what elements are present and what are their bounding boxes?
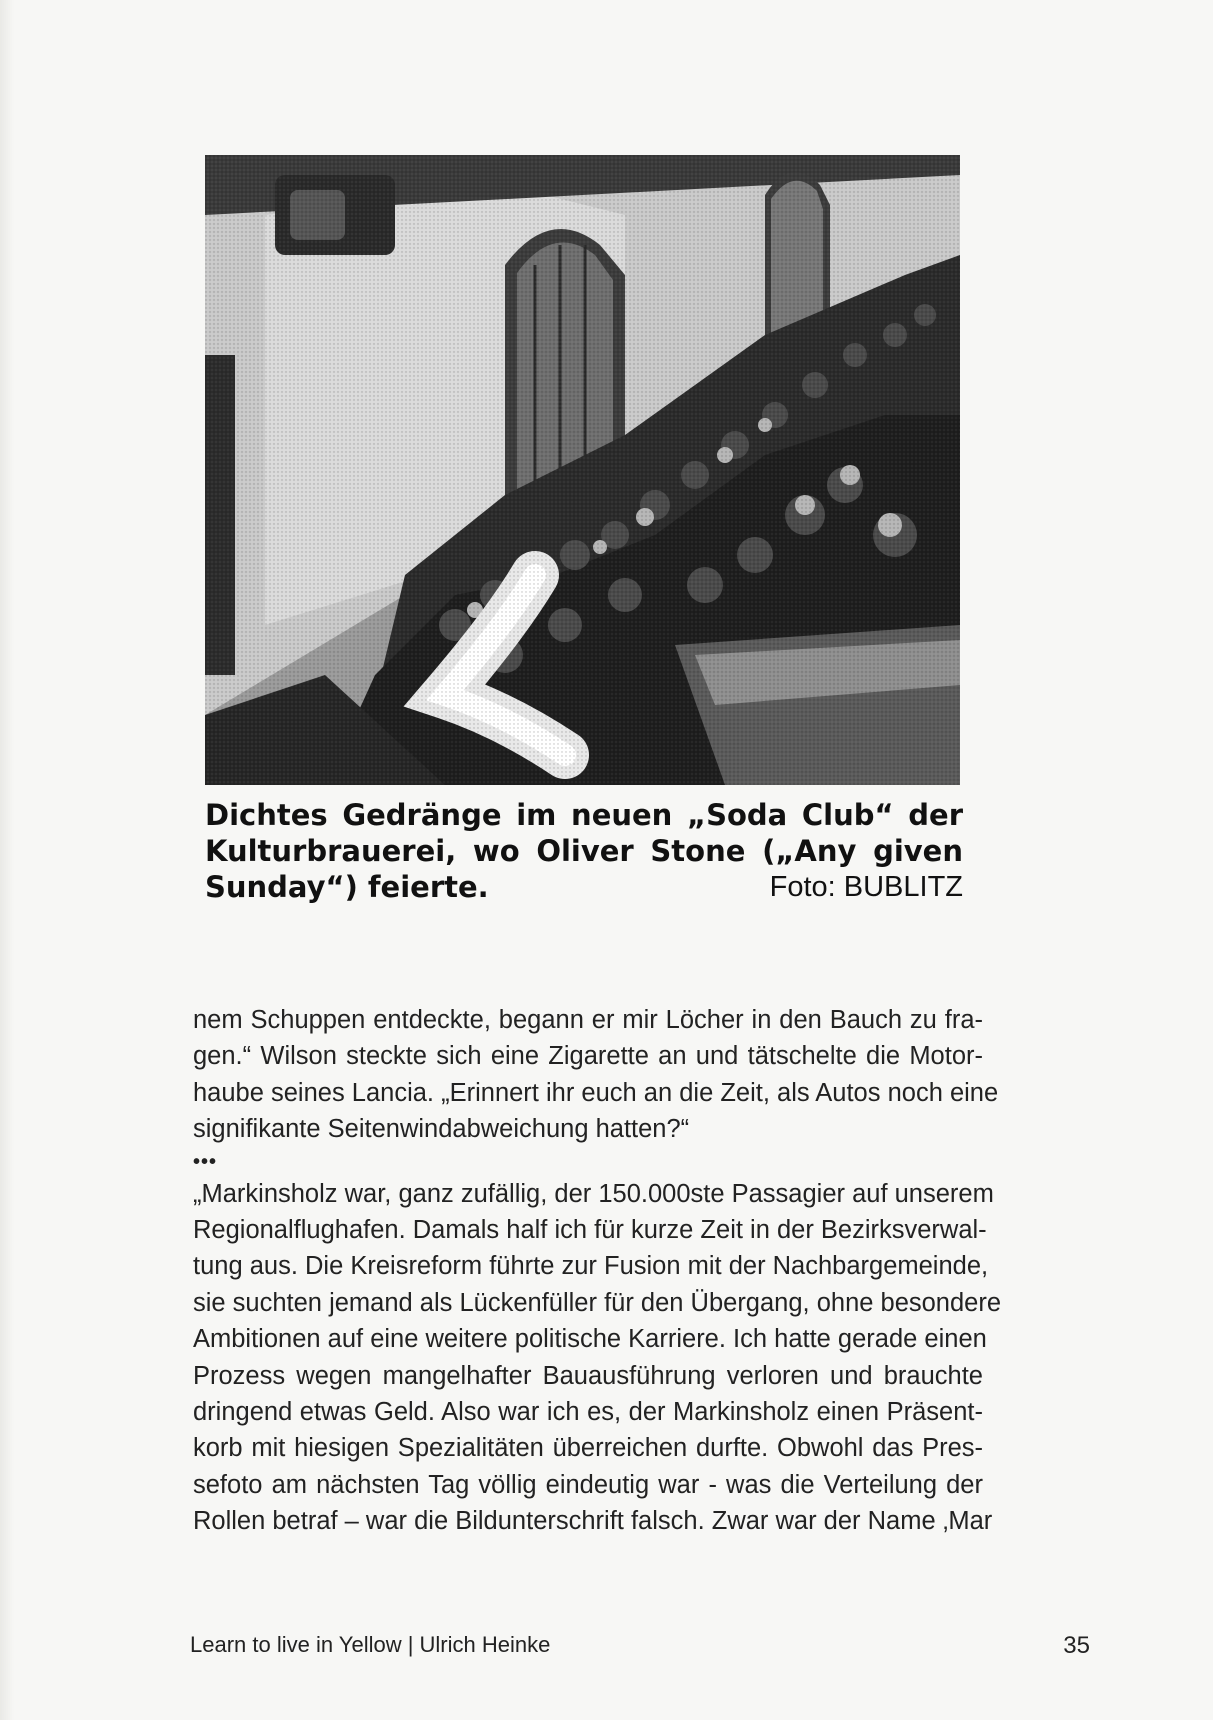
photo-credit: Foto: BUBLITZ: [769, 871, 963, 903]
text-line: sefoto am nächsten Tag völlig eindeutig war - was die Verteilung der: [193, 1470, 983, 1499]
text-line: haube seines Lancia. „Erinnert ihr euch an die Zeit, als Autos noch eine: [193, 1078, 999, 1107]
crowd-photo: [205, 155, 960, 785]
book-title-author: Learn to live in Yellow | Ulrich Heinke: [190, 1632, 551, 1657]
text-line: nem Schuppen entdeckte, begann er mir Löcher in den Bauch zu fra-: [193, 1006, 983, 1034]
crowd-photo-illustration: [205, 155, 960, 785]
caption-line-1: Dichtes Gedränge im neuen „Soda Club“ der: [205, 798, 963, 832]
text-line: sie suchten jemand als Lückenfüller für den Übergang, ohne besondere: [193, 1288, 1002, 1317]
text-line: Rollen betraf – war die Bildunterschrift falsch. Zwar war der Name ‚Mar: [193, 1507, 993, 1536]
text-line: dringend etwas Geld. Also war ich es, der Markinsholz einen Präsent-: [193, 1398, 983, 1427]
caption-line-2: Kulturbrauerei, wo Oliver Stone („Any given: [205, 834, 963, 868]
scan-edge: [0, 0, 14, 1720]
text-line: tung aus. Die Kreisreform führte zur Fusion mit der Nachbargemeinde,: [193, 1252, 989, 1281]
page-number: 35: [1063, 1632, 1090, 1659]
text-line: signifikante Seitenwindabweichung hatten?“: [193, 1115, 690, 1144]
caption-line-3: Sunday“) feierte.: [205, 870, 489, 904]
text-line: Regionalflughafen. Damals half ich für kurze Zeit in der Bezirksverwal-: [193, 1216, 987, 1245]
text-line: Ambitionen auf eine weitere politische Karriere. Ich hatte gerade einen: [193, 1325, 987, 1354]
text-line: korb mit hiesigen Spezialitäten überreichen durfte. Obwohl das Pres-: [193, 1434, 983, 1463]
text-line: gen.“ Wilson steckte sich eine Zigarette an und tätschelte die Motor-: [193, 1042, 983, 1071]
text-line: „Markinsholz war, ganz zufällig, der 150.000ste Passagier auf unserem: [193, 1179, 994, 1208]
section-separator: •••: [193, 1150, 218, 1173]
body-text: [193, 1002, 1002, 1540]
photo-caption: [205, 797, 963, 905]
text-line: Prozess wegen mangelhafter Bauausführung verloren und brauchte: [193, 1361, 983, 1390]
